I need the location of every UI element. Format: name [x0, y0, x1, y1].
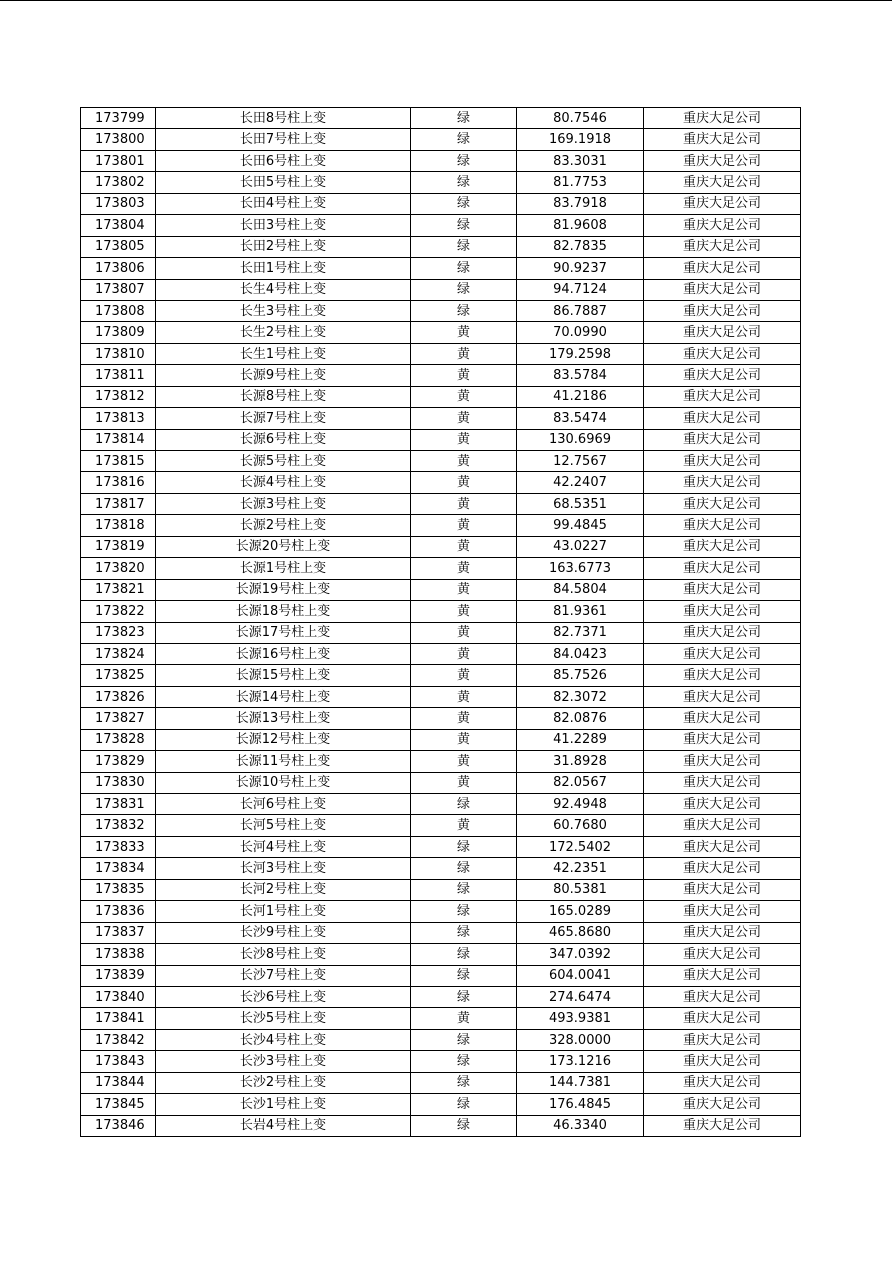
cell-color: 黄 [411, 322, 517, 343]
cell-value: 179.2598 [517, 343, 644, 364]
cell-name: 长沙8号柱上变 [156, 944, 411, 965]
table-row [81, 108, 801, 129]
cell-color: 黄 [411, 708, 517, 729]
cell-id: 173836 [81, 901, 156, 922]
cell-name: 长沙5号柱上变 [156, 1008, 411, 1029]
cell-id: 173808 [81, 300, 156, 321]
cell-company: 重庆大足公司 [644, 686, 801, 707]
cell-company: 重庆大足公司 [644, 708, 801, 729]
cell-name: 长沙1号柱上变 [156, 1094, 411, 1115]
table-row [81, 300, 801, 321]
cell-company: 重庆大足公司 [644, 129, 801, 150]
cell-company: 重庆大足公司 [644, 279, 801, 300]
cell-id: 173816 [81, 472, 156, 493]
cell-name: 长源9号柱上变 [156, 365, 411, 386]
cell-id: 173843 [81, 1051, 156, 1072]
cell-color: 绿 [411, 300, 517, 321]
cell-id: 173837 [81, 922, 156, 943]
table-row [81, 1072, 801, 1093]
table-row [81, 193, 801, 214]
table-row [81, 322, 801, 343]
cell-color: 绿 [411, 108, 517, 129]
cell-color: 黄 [411, 408, 517, 429]
cell-color: 绿 [411, 794, 517, 815]
cell-value: 82.7371 [517, 622, 644, 643]
cell-id: 173833 [81, 836, 156, 857]
cell-value: 12.7567 [517, 451, 644, 472]
cell-company: 重庆大足公司 [644, 108, 801, 129]
cell-name: 长岩4号柱上变 [156, 1115, 411, 1136]
cell-name: 长田2号柱上变 [156, 236, 411, 257]
cell-company: 重庆大足公司 [644, 665, 801, 686]
cell-company: 重庆大足公司 [644, 408, 801, 429]
cell-name: 长源14号柱上变 [156, 686, 411, 707]
cell-id: 173800 [81, 129, 156, 150]
cell-id: 173838 [81, 944, 156, 965]
cell-value: 82.7835 [517, 236, 644, 257]
cell-id: 173802 [81, 172, 156, 193]
table-row [81, 129, 801, 150]
cell-name: 长生2号柱上变 [156, 322, 411, 343]
cell-name: 长源8号柱上变 [156, 386, 411, 407]
cell-company: 重庆大足公司 [644, 729, 801, 750]
cell-company: 重庆大足公司 [644, 515, 801, 536]
cell-company: 重庆大足公司 [644, 558, 801, 579]
cell-company: 重庆大足公司 [644, 1008, 801, 1029]
table-row [81, 858, 801, 879]
table-row [81, 365, 801, 386]
cell-color: 绿 [411, 965, 517, 986]
cell-name: 长河4号柱上变 [156, 836, 411, 857]
cell-value: 46.3340 [517, 1115, 644, 1136]
cell-name: 长源18号柱上变 [156, 601, 411, 622]
cell-value: 68.5351 [517, 493, 644, 514]
cell-value: 274.6474 [517, 986, 644, 1007]
cell-value: 92.4948 [517, 794, 644, 815]
cell-value: 43.0227 [517, 536, 644, 557]
table-row [81, 172, 801, 193]
cell-value: 41.2186 [517, 386, 644, 407]
table-row [81, 150, 801, 171]
cell-id: 173822 [81, 601, 156, 622]
cell-value: 144.7381 [517, 1072, 644, 1093]
table-row [81, 708, 801, 729]
cell-id: 173827 [81, 708, 156, 729]
cell-name: 长源4号柱上变 [156, 472, 411, 493]
table-row [81, 386, 801, 407]
cell-id: 173824 [81, 643, 156, 664]
cell-name: 长源1号柱上变 [156, 558, 411, 579]
table-row [81, 922, 801, 943]
cell-name: 长源16号柱上变 [156, 643, 411, 664]
cell-company: 重庆大足公司 [644, 772, 801, 793]
cell-company: 重庆大足公司 [644, 1094, 801, 1115]
table-row [81, 965, 801, 986]
cell-id: 173835 [81, 879, 156, 900]
cell-color: 绿 [411, 986, 517, 1007]
cell-value: 81.7753 [517, 172, 644, 193]
cell-id: 173813 [81, 408, 156, 429]
cell-company: 重庆大足公司 [644, 901, 801, 922]
cell-name: 长河3号柱上变 [156, 858, 411, 879]
cell-company: 重庆大足公司 [644, 794, 801, 815]
cell-color: 黄 [411, 472, 517, 493]
cell-id: 173803 [81, 193, 156, 214]
cell-value: 81.9608 [517, 215, 644, 236]
cell-name: 长源6号柱上变 [156, 429, 411, 450]
cell-company: 重庆大足公司 [644, 1115, 801, 1136]
cell-company: 重庆大足公司 [644, 1072, 801, 1093]
cell-company: 重庆大足公司 [644, 986, 801, 1007]
cell-value: 42.2407 [517, 472, 644, 493]
cell-name: 长田3号柱上变 [156, 215, 411, 236]
cell-id: 173839 [81, 965, 156, 986]
table-row [81, 215, 801, 236]
table-row [81, 258, 801, 279]
table-row [81, 622, 801, 643]
cell-color: 黄 [411, 772, 517, 793]
cell-name: 长河6号柱上变 [156, 794, 411, 815]
cell-value: 176.4845 [517, 1094, 644, 1115]
table-row [81, 408, 801, 429]
cell-name: 长源7号柱上变 [156, 408, 411, 429]
cell-id: 173809 [81, 322, 156, 343]
cell-color: 黄 [411, 729, 517, 750]
table-row [81, 643, 801, 664]
cell-company: 重庆大足公司 [644, 858, 801, 879]
cell-value: 85.7526 [517, 665, 644, 686]
cell-color: 黄 [411, 601, 517, 622]
cell-color: 绿 [411, 858, 517, 879]
cell-company: 重庆大足公司 [644, 643, 801, 664]
cell-name: 长沙9号柱上变 [156, 922, 411, 943]
cell-name: 长沙2号柱上变 [156, 1072, 411, 1093]
table-row [81, 794, 801, 815]
cell-value: 90.9237 [517, 258, 644, 279]
cell-value: 31.8928 [517, 751, 644, 772]
table-row [81, 944, 801, 965]
cell-id: 173840 [81, 986, 156, 1007]
cell-color: 绿 [411, 1094, 517, 1115]
cell-value: 493.9381 [517, 1008, 644, 1029]
cell-id: 173818 [81, 515, 156, 536]
cell-id: 173834 [81, 858, 156, 879]
cell-name: 长田7号柱上变 [156, 129, 411, 150]
table-row [81, 493, 801, 514]
cell-company: 重庆大足公司 [644, 236, 801, 257]
cell-name: 长生3号柱上变 [156, 300, 411, 321]
cell-name: 长源3号柱上变 [156, 493, 411, 514]
cell-color: 黄 [411, 343, 517, 364]
cell-company: 重庆大足公司 [644, 386, 801, 407]
cell-id: 173823 [81, 622, 156, 643]
cell-color: 绿 [411, 836, 517, 857]
cell-company: 重庆大足公司 [644, 150, 801, 171]
cell-color: 绿 [411, 944, 517, 965]
cell-name: 长田5号柱上变 [156, 172, 411, 193]
cell-color: 绿 [411, 922, 517, 943]
cell-id: 173807 [81, 279, 156, 300]
page-top-border [0, 0, 892, 1]
cell-color: 黄 [411, 751, 517, 772]
cell-id: 173844 [81, 1072, 156, 1093]
cell-name: 长田1号柱上变 [156, 258, 411, 279]
cell-company: 重庆大足公司 [644, 879, 801, 900]
cell-company: 重庆大足公司 [644, 751, 801, 772]
cell-color: 黄 [411, 386, 517, 407]
cell-id: 173830 [81, 772, 156, 793]
cell-id: 173804 [81, 215, 156, 236]
cell-color: 绿 [411, 150, 517, 171]
cell-name: 长沙7号柱上变 [156, 965, 411, 986]
cell-name: 长生4号柱上变 [156, 279, 411, 300]
cell-id: 173820 [81, 558, 156, 579]
cell-company: 重庆大足公司 [644, 300, 801, 321]
cell-value: 165.0289 [517, 901, 644, 922]
cell-value: 41.2289 [517, 729, 644, 750]
cell-value: 99.4845 [517, 515, 644, 536]
cell-name: 长田8号柱上变 [156, 108, 411, 129]
cell-company: 重庆大足公司 [644, 193, 801, 214]
table-row [81, 751, 801, 772]
table-body [81, 108, 801, 1137]
cell-color: 黄 [411, 815, 517, 836]
cell-company: 重庆大足公司 [644, 622, 801, 643]
cell-value: 80.7546 [517, 108, 644, 129]
cell-company: 重庆大足公司 [644, 965, 801, 986]
cell-name: 长田4号柱上变 [156, 193, 411, 214]
table-row [81, 601, 801, 622]
cell-company: 重庆大足公司 [644, 258, 801, 279]
table-row [81, 686, 801, 707]
cell-name: 长源2号柱上变 [156, 515, 411, 536]
cell-color: 绿 [411, 258, 517, 279]
table-row [81, 279, 801, 300]
cell-color: 黄 [411, 686, 517, 707]
cell-id: 173842 [81, 1029, 156, 1050]
cell-company: 重庆大足公司 [644, 922, 801, 943]
cell-color: 绿 [411, 215, 517, 236]
cell-color: 绿 [411, 193, 517, 214]
cell-id: 173811 [81, 365, 156, 386]
cell-company: 重庆大足公司 [644, 493, 801, 514]
cell-id: 173845 [81, 1094, 156, 1115]
cell-value: 163.6773 [517, 558, 644, 579]
cell-value: 82.3072 [517, 686, 644, 707]
cell-color: 黄 [411, 515, 517, 536]
table-row [81, 472, 801, 493]
cell-id: 173832 [81, 815, 156, 836]
cell-value: 81.9361 [517, 601, 644, 622]
table-row [81, 729, 801, 750]
cell-id: 173831 [81, 794, 156, 815]
cell-color: 黄 [411, 429, 517, 450]
cell-color: 绿 [411, 1029, 517, 1050]
cell-id: 173806 [81, 258, 156, 279]
cell-id: 173825 [81, 665, 156, 686]
cell-color: 绿 [411, 129, 517, 150]
table-row [81, 1008, 801, 1029]
table-row [81, 343, 801, 364]
cell-name: 长河2号柱上变 [156, 879, 411, 900]
cell-id: 173841 [81, 1008, 156, 1029]
cell-color: 黄 [411, 665, 517, 686]
cell-company: 重庆大足公司 [644, 322, 801, 343]
cell-value: 42.2351 [517, 858, 644, 879]
cell-name: 长河1号柱上变 [156, 901, 411, 922]
cell-color: 黄 [411, 558, 517, 579]
table-row [81, 515, 801, 536]
cell-value: 82.0567 [517, 772, 644, 793]
cell-company: 重庆大足公司 [644, 836, 801, 857]
cell-company: 重庆大足公司 [644, 1051, 801, 1072]
cell-value: 604.0041 [517, 965, 644, 986]
cell-value: 173.1216 [517, 1051, 644, 1072]
cell-value: 86.7887 [517, 300, 644, 321]
cell-id: 173828 [81, 729, 156, 750]
table-row [81, 1115, 801, 1136]
table-row [81, 451, 801, 472]
cell-value: 328.0000 [517, 1029, 644, 1050]
cell-color: 黄 [411, 365, 517, 386]
table-row [81, 986, 801, 1007]
cell-name: 长源11号柱上变 [156, 751, 411, 772]
table-row [81, 558, 801, 579]
cell-company: 重庆大足公司 [644, 172, 801, 193]
cell-id: 173829 [81, 751, 156, 772]
cell-name: 长源15号柱上变 [156, 665, 411, 686]
table-row [81, 1029, 801, 1050]
cell-name: 长源19号柱上变 [156, 579, 411, 600]
cell-value: 70.0990 [517, 322, 644, 343]
cell-name: 长源20号柱上变 [156, 536, 411, 557]
cell-name: 长田6号柱上变 [156, 150, 411, 171]
cell-id: 173812 [81, 386, 156, 407]
cell-color: 黄 [411, 643, 517, 664]
table-row [81, 579, 801, 600]
cell-color: 绿 [411, 879, 517, 900]
cell-id: 173805 [81, 236, 156, 257]
cell-color: 黄 [411, 579, 517, 600]
table-row [81, 1051, 801, 1072]
cell-id: 173815 [81, 451, 156, 472]
cell-id: 173810 [81, 343, 156, 364]
cell-name: 长源17号柱上变 [156, 622, 411, 643]
cell-id: 173819 [81, 536, 156, 557]
table-row [81, 536, 801, 557]
cell-color: 绿 [411, 279, 517, 300]
cell-name: 长沙6号柱上变 [156, 986, 411, 1007]
cell-value: 83.7918 [517, 193, 644, 214]
cell-color: 黄 [411, 622, 517, 643]
table-row [81, 901, 801, 922]
cell-company: 重庆大足公司 [644, 815, 801, 836]
cell-id: 173814 [81, 429, 156, 450]
cell-color: 绿 [411, 236, 517, 257]
cell-color: 黄 [411, 536, 517, 557]
cell-company: 重庆大足公司 [644, 536, 801, 557]
cell-name: 长沙3号柱上变 [156, 1051, 411, 1072]
cell-id: 173846 [81, 1115, 156, 1136]
cell-value: 83.5474 [517, 408, 644, 429]
cell-value: 94.7124 [517, 279, 644, 300]
cell-company: 重庆大足公司 [644, 472, 801, 493]
cell-color: 绿 [411, 172, 517, 193]
cell-value: 172.5402 [517, 836, 644, 857]
transformer-data-table [80, 107, 801, 1137]
cell-value: 84.0423 [517, 643, 644, 664]
cell-value: 83.3031 [517, 150, 644, 171]
cell-name: 长源13号柱上变 [156, 708, 411, 729]
cell-company: 重庆大足公司 [644, 579, 801, 600]
cell-name: 长沙4号柱上变 [156, 1029, 411, 1050]
table-row [81, 236, 801, 257]
cell-value: 130.6969 [517, 429, 644, 450]
cell-value: 465.8680 [517, 922, 644, 943]
table-row [81, 836, 801, 857]
cell-company: 重庆大足公司 [644, 601, 801, 622]
table-row [81, 1094, 801, 1115]
cell-company: 重庆大足公司 [644, 215, 801, 236]
cell-value: 80.5381 [517, 879, 644, 900]
cell-name: 长生1号柱上变 [156, 343, 411, 364]
cell-value: 347.0392 [517, 944, 644, 965]
cell-company: 重庆大足公司 [644, 365, 801, 386]
table-row [81, 815, 801, 836]
cell-color: 黄 [411, 493, 517, 514]
cell-company: 重庆大足公司 [644, 429, 801, 450]
cell-name: 长河5号柱上变 [156, 815, 411, 836]
cell-id: 173821 [81, 579, 156, 600]
cell-name: 长源10号柱上变 [156, 772, 411, 793]
cell-color: 绿 [411, 1051, 517, 1072]
cell-company: 重庆大足公司 [644, 944, 801, 965]
cell-name: 长源12号柱上变 [156, 729, 411, 750]
cell-value: 84.5804 [517, 579, 644, 600]
table-row [81, 879, 801, 900]
cell-color: 绿 [411, 1072, 517, 1093]
cell-company: 重庆大足公司 [644, 451, 801, 472]
cell-color: 黄 [411, 1008, 517, 1029]
cell-id: 173826 [81, 686, 156, 707]
table-row [81, 772, 801, 793]
cell-color: 黄 [411, 451, 517, 472]
cell-company: 重庆大足公司 [644, 1029, 801, 1050]
cell-color: 绿 [411, 901, 517, 922]
cell-value: 60.7680 [517, 815, 644, 836]
cell-color: 绿 [411, 1115, 517, 1136]
cell-value: 82.0876 [517, 708, 644, 729]
cell-id: 173801 [81, 150, 156, 171]
table-row [81, 429, 801, 450]
cell-id: 173799 [81, 108, 156, 129]
cell-value: 83.5784 [517, 365, 644, 386]
cell-value: 169.1918 [517, 129, 644, 150]
cell-id: 173817 [81, 493, 156, 514]
cell-company: 重庆大足公司 [644, 343, 801, 364]
table-row [81, 665, 801, 686]
cell-name: 长源5号柱上变 [156, 451, 411, 472]
